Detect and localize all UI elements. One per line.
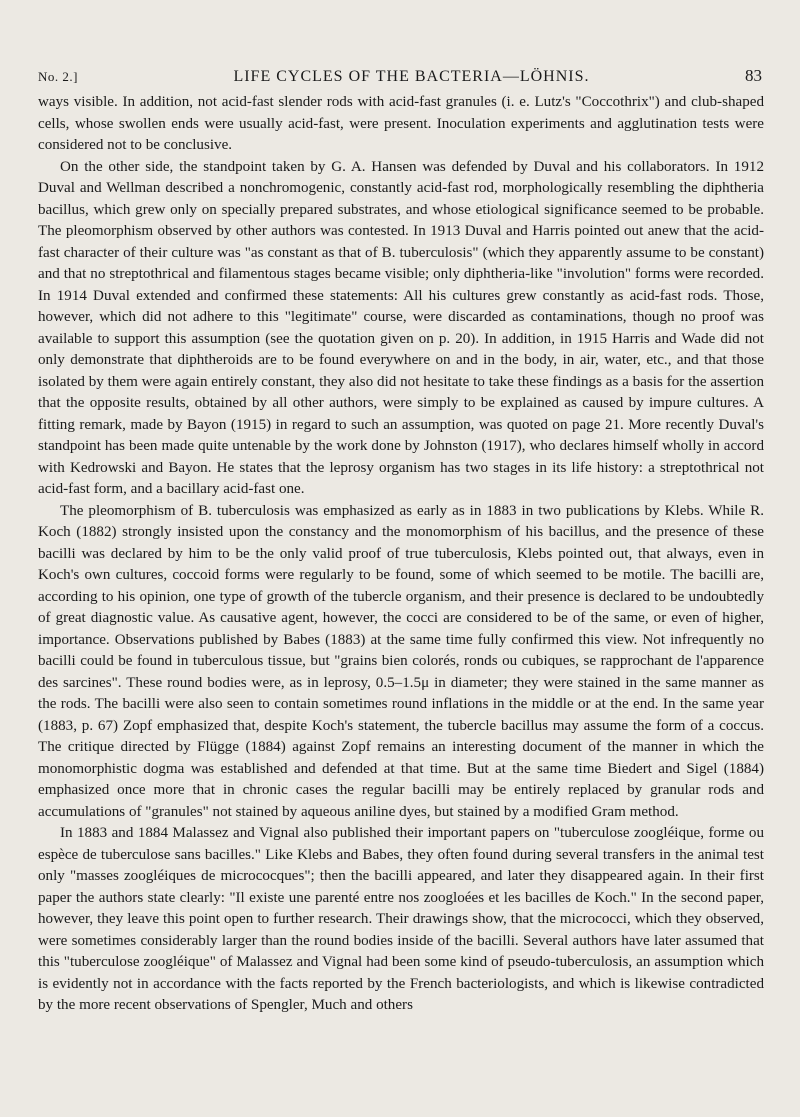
body-text: [38, 92, 764, 1017]
running-header: [38, 66, 762, 86]
paragraph: ways visible. In addition, not acid-fast slender rods with acid-fast granules (i. e. Lutz's "Coccothrix") and club-shaped cells, whose swollen ends were usually acid-fast, were present. Inoculation experiments and agglutination tests were considered not to be conclusive.: [38, 94, 764, 153]
running-title: LIFE CYCLES OF THE BACTERIA—LÖHNIS.: [233, 68, 590, 85]
issue-number: No. 2.]: [38, 69, 78, 84]
page-number: 83: [744, 66, 762, 85]
paragraph: On the other side, the standpoint taken by G. A. Hansen was defended by Duval and his collaborators. In 1912 Duval and Wellman described a nonchromogenic, constantly acid-fast rod, morphologically resembling the diphtheria bacillus, which grew only on specially prepared substrates, and whose etiological significance seemed to be probable. The pleomorphism observed by other authors was contested. In 1913 Duval and Harris pointed out anew that the acid-fast character of their culture was "as constant as that of B. tuberculosis" (which they apparently assume to be constant) and that no streptothrical and filamentous stages became visible; only diphtheria-like "involution" forms were recorded. In 1914 Duval extended and confirmed these statements: All his cultures grew constantly as acid-fast rods. Those, however, which did not adhere to this "legitimate" course, were discarded as contaminations, though no proof was available to support this assumption (see the quotation given on p. 20). In addition, in 1915 Harris and Wade did not only demonstrate that diphtheroids are to be found everywhere on and in the body, in air, water, etc., and that those isolated by them were again entirely constant, they also did not hesitate to take these findings as a basis for the assertion that the opposite results, obtained by all other authors, were simply to be explained as caused by impure cultures. A fitting remark, made by Bayon (1915) in regard to such an assumption, was quoted on page 21. More recently Duval's standpoint has been made quite untenable by the work done by Johnston (1917), who declares himself wholly in accord with Kedrowski and Bayon. He states that the leprosy organism has two stages in its life history: a streptothrical not acid-fast form, and a bacillary acid-fast one.: [38, 158, 764, 497]
paragraph: In 1883 and 1884 Malassez and Vignal also published their important papers on "tuberculose zoogléique, forme ou espèce de tuberculose sans bacilles." Like Klebs and Babes, they often found during several transfers in the animal test only "masses zoogléiques de micrococques"; then the bacilli appeared, and later they disappeared again. In their first paper the authors state clearly: "Il existe une parenté entre nos zoogloées et les bacilles de Koch." In the second paper, however, they leave this point open to further research. Their drawings show, that the micrococci, which they observed, were sometimes considerably larger than the round bodies inside of the bacilli. Several authors have later assumed that this "tuberculose zoogléique" of Malassez and Vignal had been some kind of pseudo-tuberculosis, an assumption which is evidently not in accordance with the facts reported by the French bacteriologists, and which is likewise contradicted by the more recent observations of Spengler, Much and others: [38, 825, 764, 1013]
paragraph: The pleomorphism of B. tuberculosis was emphasized as early as in 1883 in two publications by Klebs. While R. Koch (1882) strongly insisted upon the constancy and the monomorphism of his bacillus, and the presence of these bacilli was declared by him to be the only valid proof of true tuberculosis, Klebs pointed out, that always, even in Koch's own cultures, coccoid forms were regularly to be found, some of which seemed to be motile. The bacilli are, according to his opinion, one type of growth of the tubercle organism, and their presence is declared to be undoubtedly of great diagnostic value. As causative agent, however, the cocci are considered to be of the same, or even of higher, importance. Observations published by Babes (1883) at the same time fully confirmed this view. Not infrequently no bacilli could be found in tuberculous tissue, but "grains bien colorés, ronds ou cubiques, se rapprochant de l'apparence des sarcines". These round bodies were, as in leprosy, 0.5–1.5μ in diameter; they were stained in the same manner as the rods. The bacilli were also seen to contain sometimes round inflations in the middle or at the end. In the same year (1883, p. 67) Zopf emphasized that, despite Koch's statement, the tubercle bacillus may assume the form of a coccus. The critique directed by Flügge (1884) against Zopf remains an interesting document of the manner in which the monomorphistic dogma was established and defended at that time. But at the same time Biedert and Sigel (1884) emphasized once more that in chronic cases the regular bacilli may be entirely replaced by granular rods and accumulations of "granules" not stained by aqueous aniline dyes, but stained by a modified Gram method.: [38, 502, 764, 820]
